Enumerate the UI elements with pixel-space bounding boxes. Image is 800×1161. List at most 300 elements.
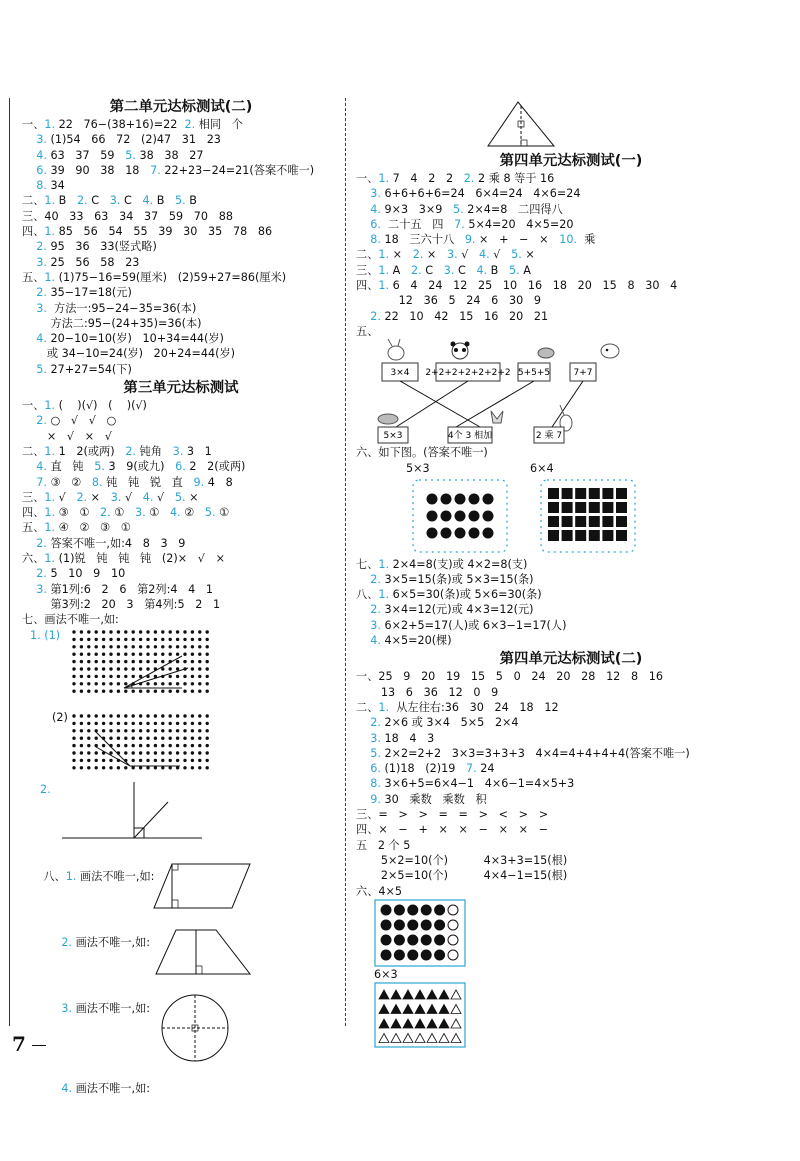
answer-text (22, 133, 36, 146)
grid-dot (95, 721, 98, 724)
grid-dot (80, 652, 83, 655)
grid-dot (124, 751, 127, 754)
answer-text: B (487, 263, 510, 277)
question-number: 2. (125, 444, 136, 458)
grid-dot (102, 721, 105, 724)
grid-dot (102, 758, 105, 761)
answer-text: 二、 (22, 194, 45, 208)
array-square (562, 502, 573, 513)
triangle-array-6x3 (374, 982, 466, 1048)
answer-text: (1)75−16=59(厘米) (2)59+27=86(厘米) (55, 270, 287, 284)
answer-text (356, 747, 370, 760)
answer-line (22, 597, 340, 612)
grid-dot (124, 630, 127, 633)
grid-dot (191, 758, 194, 761)
array-dot (469, 510, 480, 521)
array-circle (448, 950, 458, 960)
question-number: 2. (100, 506, 111, 520)
answer-text: 3 1 (183, 444, 212, 458)
grid-dot (117, 645, 120, 648)
answer-line (356, 309, 786, 324)
grid-dot (117, 736, 120, 739)
answer-text: ① (110, 506, 135, 520)
answer-text: ( )(√) ( )(√) (55, 399, 147, 413)
trapezoid-figure (154, 928, 254, 978)
question-number: 3. (446, 248, 458, 262)
array-square (602, 530, 613, 541)
question-number: 2. (36, 240, 47, 254)
answer-text: 或 34−10=24(岁) 20+24=44(岁) (22, 347, 236, 361)
answer-text: ② (180, 506, 205, 520)
grid-dot (176, 751, 179, 754)
question-number: 1. (378, 172, 390, 185)
answer-text: 一、 (356, 172, 379, 185)
array-triangle (403, 1034, 413, 1043)
array-circle (448, 920, 458, 930)
answer-line (22, 209, 340, 224)
grid-dot (154, 751, 157, 754)
grid-dot (146, 689, 149, 692)
answer-text: × √ × √ (22, 429, 112, 443)
answer-line (22, 362, 340, 377)
grid-dot (95, 674, 98, 677)
answer-text: ① (215, 506, 230, 520)
question-number: 3. (36, 301, 47, 315)
grid-dot (146, 743, 149, 746)
grid-dot (102, 652, 105, 655)
q7-2b-figure (22, 782, 340, 852)
answer-line (356, 685, 786, 700)
grid-dot (191, 736, 194, 739)
array-triangle (415, 990, 425, 999)
q8-2-text: 画法不唯一,如: (72, 935, 151, 949)
array-circle (381, 920, 391, 930)
grid-dot (206, 751, 209, 754)
answer-text: 2×4=8(支)或 4×2=8(支) (389, 557, 528, 571)
grid-dot (95, 667, 98, 670)
grid-dot (146, 630, 149, 633)
unit3-title: 第三单元达标测试 (123, 380, 239, 397)
answer-line (356, 324, 786, 339)
answer-line (22, 178, 340, 193)
answer-text: 直 钝 (46, 460, 95, 474)
array-circle (435, 950, 445, 960)
answer-text: 第3列:2 20 3 第4列:5 2 1 (22, 597, 221, 611)
grid-dot (198, 637, 201, 640)
answer-text: 2 2(或两) (185, 460, 246, 474)
grid-dot (72, 637, 75, 640)
grid-dot (132, 645, 135, 648)
six-label: 六、如下图。(答案不唯一) (356, 446, 488, 460)
grid-dot (102, 674, 105, 677)
answer-text (22, 149, 36, 162)
grid-dot (124, 689, 127, 692)
question-number: 2. (36, 567, 47, 581)
grid-dot (80, 766, 83, 769)
array-circle (448, 935, 458, 945)
grid-dot (72, 743, 75, 746)
grid-dot (146, 751, 149, 754)
grid-dot (139, 714, 142, 717)
grid-dot (206, 645, 209, 648)
answer-text (356, 603, 370, 616)
question-number: 1. (378, 557, 390, 571)
grid-dot (206, 714, 209, 717)
grid-dot (80, 714, 83, 717)
grid-dot (117, 729, 120, 732)
grid-dot (117, 714, 120, 717)
answer-line (22, 505, 340, 520)
answer-text: √ (55, 490, 77, 504)
grid-dot (176, 667, 179, 670)
grid-dot (161, 659, 164, 662)
answer-text (22, 363, 36, 376)
grid-dot (102, 689, 105, 692)
dot-grid-angle-2 (70, 712, 270, 784)
grid-dot (80, 751, 83, 754)
answer-text (22, 460, 36, 473)
grid-dot (124, 667, 127, 670)
grid-dot (176, 645, 179, 648)
grid-dot (183, 659, 186, 662)
grid-dot (146, 645, 149, 648)
grid-dot (87, 659, 90, 662)
grid-dot (183, 630, 186, 633)
answer-line (356, 776, 786, 791)
grid-dot (117, 766, 120, 769)
grid-dot (139, 689, 142, 692)
grid-dot (169, 630, 172, 633)
answer-line (22, 490, 340, 505)
answer-text: 3×4=12(元)或 4×3=12(元) (380, 603, 534, 617)
array-circle (421, 950, 431, 960)
grid-dot (146, 758, 149, 761)
five-box-top-2: 2+2+2+2+2+2+2 (425, 368, 511, 379)
grid-dot (206, 682, 209, 685)
five-box-bottom-2: 4个 3 相加 (447, 431, 493, 442)
grid-dot (176, 743, 179, 746)
array-square (616, 502, 627, 513)
answer-line (22, 551, 340, 566)
grid-dot (95, 652, 98, 655)
array-circle (408, 905, 418, 915)
question-number: 6. (370, 217, 381, 231)
grid-dot (109, 729, 112, 732)
grid-dot (95, 689, 98, 692)
grid-dot (132, 714, 135, 717)
grid-dot (206, 637, 209, 640)
array-triangle (391, 1019, 401, 1028)
question-number: 4. (36, 332, 47, 346)
grid-dot (109, 766, 112, 769)
grid-dot (124, 674, 127, 677)
left-column (22, 96, 340, 1095)
answer-line (22, 117, 340, 132)
answer-line (356, 884, 786, 899)
grid-dot (95, 758, 98, 761)
grid-dot (139, 652, 142, 655)
answer-text: × (389, 248, 413, 262)
column-divider (345, 98, 346, 1026)
answer-text: 相同 个 (195, 118, 243, 131)
answer-line (22, 612, 340, 627)
grid-dot (161, 630, 164, 633)
array-dot (483, 510, 494, 521)
answer-text: √ (489, 248, 512, 262)
answer-line (356, 572, 786, 587)
grid-dot (183, 729, 186, 732)
q8-2-num: 2. (61, 935, 73, 949)
answer-text: 6×2+5=17(人)或 6×3−1=17(人) (380, 618, 567, 632)
grid-dot (183, 652, 186, 655)
answer-line (22, 239, 340, 254)
array-triangle (391, 1005, 401, 1014)
array-triangle (415, 1034, 425, 1043)
grid-dot (72, 652, 75, 655)
grid-dot (154, 652, 157, 655)
question-number: 2. (36, 286, 47, 300)
array-dot (427, 510, 438, 521)
grid-dot (95, 751, 98, 754)
q8-1-num: 1. (65, 869, 77, 883)
grid-dot (117, 689, 120, 692)
answer-text: 一、 (22, 399, 45, 413)
question-number: 1. (44, 506, 56, 520)
grid-dot (102, 637, 105, 640)
answer-text: 三、 (22, 490, 45, 504)
grid-dot (176, 637, 179, 640)
question-number: 2. (410, 263, 422, 277)
grid-dot (191, 689, 194, 692)
answer-text: B (55, 194, 77, 208)
answer-text: 9×3 3×9 (380, 202, 454, 216)
grid-dot (117, 667, 120, 670)
answer-text: 一、25 9 20 19 15 5 0 24 20 28 12 8 16 (356, 670, 663, 684)
grid-dot (124, 682, 127, 685)
array-square (589, 502, 600, 513)
grid-dot (161, 721, 164, 724)
grid-dot (132, 637, 135, 640)
grid-dot (132, 667, 135, 670)
page-number: 7 (12, 1032, 26, 1056)
question-number: 1. (378, 263, 390, 277)
answer-text (356, 634, 370, 647)
grid-dot (161, 682, 164, 685)
answer-text: 6 4 24 12 25 10 16 18 20 15 8 30 4 (389, 279, 678, 293)
grid-dot (139, 637, 142, 640)
answer-text: 乘 (577, 233, 596, 247)
grid-dot (87, 758, 90, 761)
question-number: 1. (44, 552, 56, 566)
dot-grid-angle-1 (70, 628, 270, 710)
answer-line (356, 263, 786, 278)
q7-1-figure (22, 628, 340, 710)
grid-dot (132, 736, 135, 739)
answer-line (356, 602, 786, 617)
answer-text: 38 38 27 (135, 148, 204, 162)
grid-dot (183, 645, 186, 648)
grid-dot (95, 645, 98, 648)
grid-dot (87, 736, 90, 739)
grid-dot (154, 729, 157, 732)
array-circle (421, 905, 431, 915)
grid-dot (80, 645, 83, 648)
question-number: 2. (412, 248, 424, 262)
grid-dot (154, 721, 157, 724)
grid-dot (87, 729, 90, 732)
unit3-answers (22, 398, 340, 627)
question-number: 4. (142, 194, 154, 208)
grid-dot (169, 689, 172, 692)
grid-dot (109, 721, 112, 724)
grid-dot (80, 659, 83, 662)
answer-text: 24 (476, 762, 495, 776)
grid-dot (87, 637, 90, 640)
grid-dot (95, 637, 98, 640)
array-square (562, 530, 573, 541)
grid-dot (102, 645, 105, 648)
grid-dot (206, 667, 209, 670)
grid-dot (169, 645, 172, 648)
grid-dot (169, 667, 172, 670)
answer-line (22, 520, 340, 535)
grid-dot (161, 645, 164, 648)
question-number: 3. (370, 618, 381, 632)
answer-text: 二十五 四 (380, 217, 455, 231)
grid-dot (206, 630, 209, 633)
grid-dot (183, 637, 186, 640)
grid-dot (72, 729, 75, 732)
answer-line (22, 459, 340, 474)
array-circle (448, 905, 458, 915)
answer-text: 3×6+5=6×4−1 4×6−1=4×5+3 (380, 777, 575, 791)
grid-dot (191, 682, 194, 685)
question-number: 1. (44, 521, 56, 535)
grid-dot (87, 714, 90, 717)
grid-dot (198, 674, 201, 677)
grid-dot (117, 674, 120, 677)
answer-text: √ (457, 248, 480, 262)
grid-dot (198, 751, 201, 754)
grid-dot (183, 674, 186, 677)
page-number-dash (32, 1045, 46, 1046)
grid-dot (176, 630, 179, 633)
grid-dot (176, 766, 179, 769)
q8-label: 八、 (43, 869, 66, 883)
question-number: 1. (44, 118, 56, 131)
answer-line (356, 868, 786, 883)
array-square (575, 530, 586, 541)
array-triangle (379, 1005, 389, 1014)
answer-text: 2 乘 8 等于 16 (474, 172, 555, 185)
answer-line (22, 285, 340, 300)
answer-line (356, 587, 786, 602)
grid-dot (95, 682, 98, 685)
answer-line (356, 171, 786, 186)
grid-dot (102, 667, 105, 670)
question-number: 5. (125, 148, 136, 162)
answer-line (22, 429, 340, 444)
answer-text: 七、画法不唯一,如: (22, 613, 119, 627)
grid-dot (176, 682, 179, 685)
grid-dot (146, 682, 149, 685)
grid-dot (198, 645, 201, 648)
answer-text: 五、 (22, 270, 45, 284)
answer-line (22, 301, 340, 316)
grid-dot (87, 630, 90, 633)
array-triangle (403, 990, 413, 999)
array-square (548, 516, 559, 527)
grid-dot (117, 659, 120, 662)
answer-text: 二、 (356, 700, 379, 714)
unit2-title: 第二单元达标测试(二) (109, 99, 253, 115)
grid-dot (154, 645, 157, 648)
answer-text: 6×5=30(条)或 5×6=30(条) (389, 588, 542, 602)
array-dot (427, 493, 438, 504)
grid-dot (176, 729, 179, 732)
grid-dot (191, 659, 194, 662)
grid-dot (87, 667, 90, 670)
unit4b-title: 第四单元达标测试(二) (499, 651, 643, 668)
grid-dot (206, 674, 209, 677)
answer-text (356, 187, 370, 200)
array-triangle (451, 990, 461, 999)
array-dot (441, 527, 452, 538)
answer-text (356, 233, 370, 246)
answer-text: 六、4×5 (356, 884, 402, 898)
grid-dot (161, 652, 164, 655)
answer-text: (1)18 (2)19 (380, 762, 466, 776)
answer-text (356, 732, 370, 745)
answer-text: 2×5=10(个) 4×4−1=15(根) (356, 869, 568, 883)
array-dot (469, 527, 480, 538)
grid-dot (176, 689, 179, 692)
answer-text: 八、 (356, 588, 379, 602)
question-number: 3. (134, 506, 146, 520)
grid-dot (191, 751, 194, 754)
answer-text: 三、= > > = = > < > > (356, 808, 549, 822)
answer-line (356, 715, 786, 730)
grid-dot (132, 659, 135, 662)
answer-line (356, 853, 786, 868)
question-number: 3. (109, 194, 121, 208)
grid-dot (206, 721, 209, 724)
grid-dot (206, 736, 209, 739)
grid-dot (117, 682, 120, 685)
answer-line (356, 761, 786, 776)
question-number: 1. (44, 225, 56, 239)
dog-icon (601, 344, 619, 358)
answer-text: 三、40 33 63 34 37 59 70 88 (22, 209, 233, 223)
answer-text: 18 三六十八 (380, 233, 465, 247)
five-box-top-3: 5+5+5 (517, 368, 551, 379)
answer-line (356, 746, 786, 761)
answer-line (22, 444, 340, 459)
answer-text: C (87, 194, 110, 208)
array-square (616, 530, 627, 541)
six-right-label: 6×4 (530, 461, 554, 475)
answer-text: 34 (46, 179, 65, 193)
question-number: 8. (370, 777, 381, 791)
answer-text: 2×6 或 3×4 5×5 2×4 (380, 716, 519, 730)
grid-dot (161, 714, 164, 717)
question-number: 8. (370, 233, 381, 247)
grid-dot (154, 630, 157, 633)
question-number: 4. (36, 148, 47, 162)
grid-dot (183, 751, 186, 754)
question-number: 5. (511, 248, 522, 262)
answer-text: 四、 (22, 225, 45, 239)
